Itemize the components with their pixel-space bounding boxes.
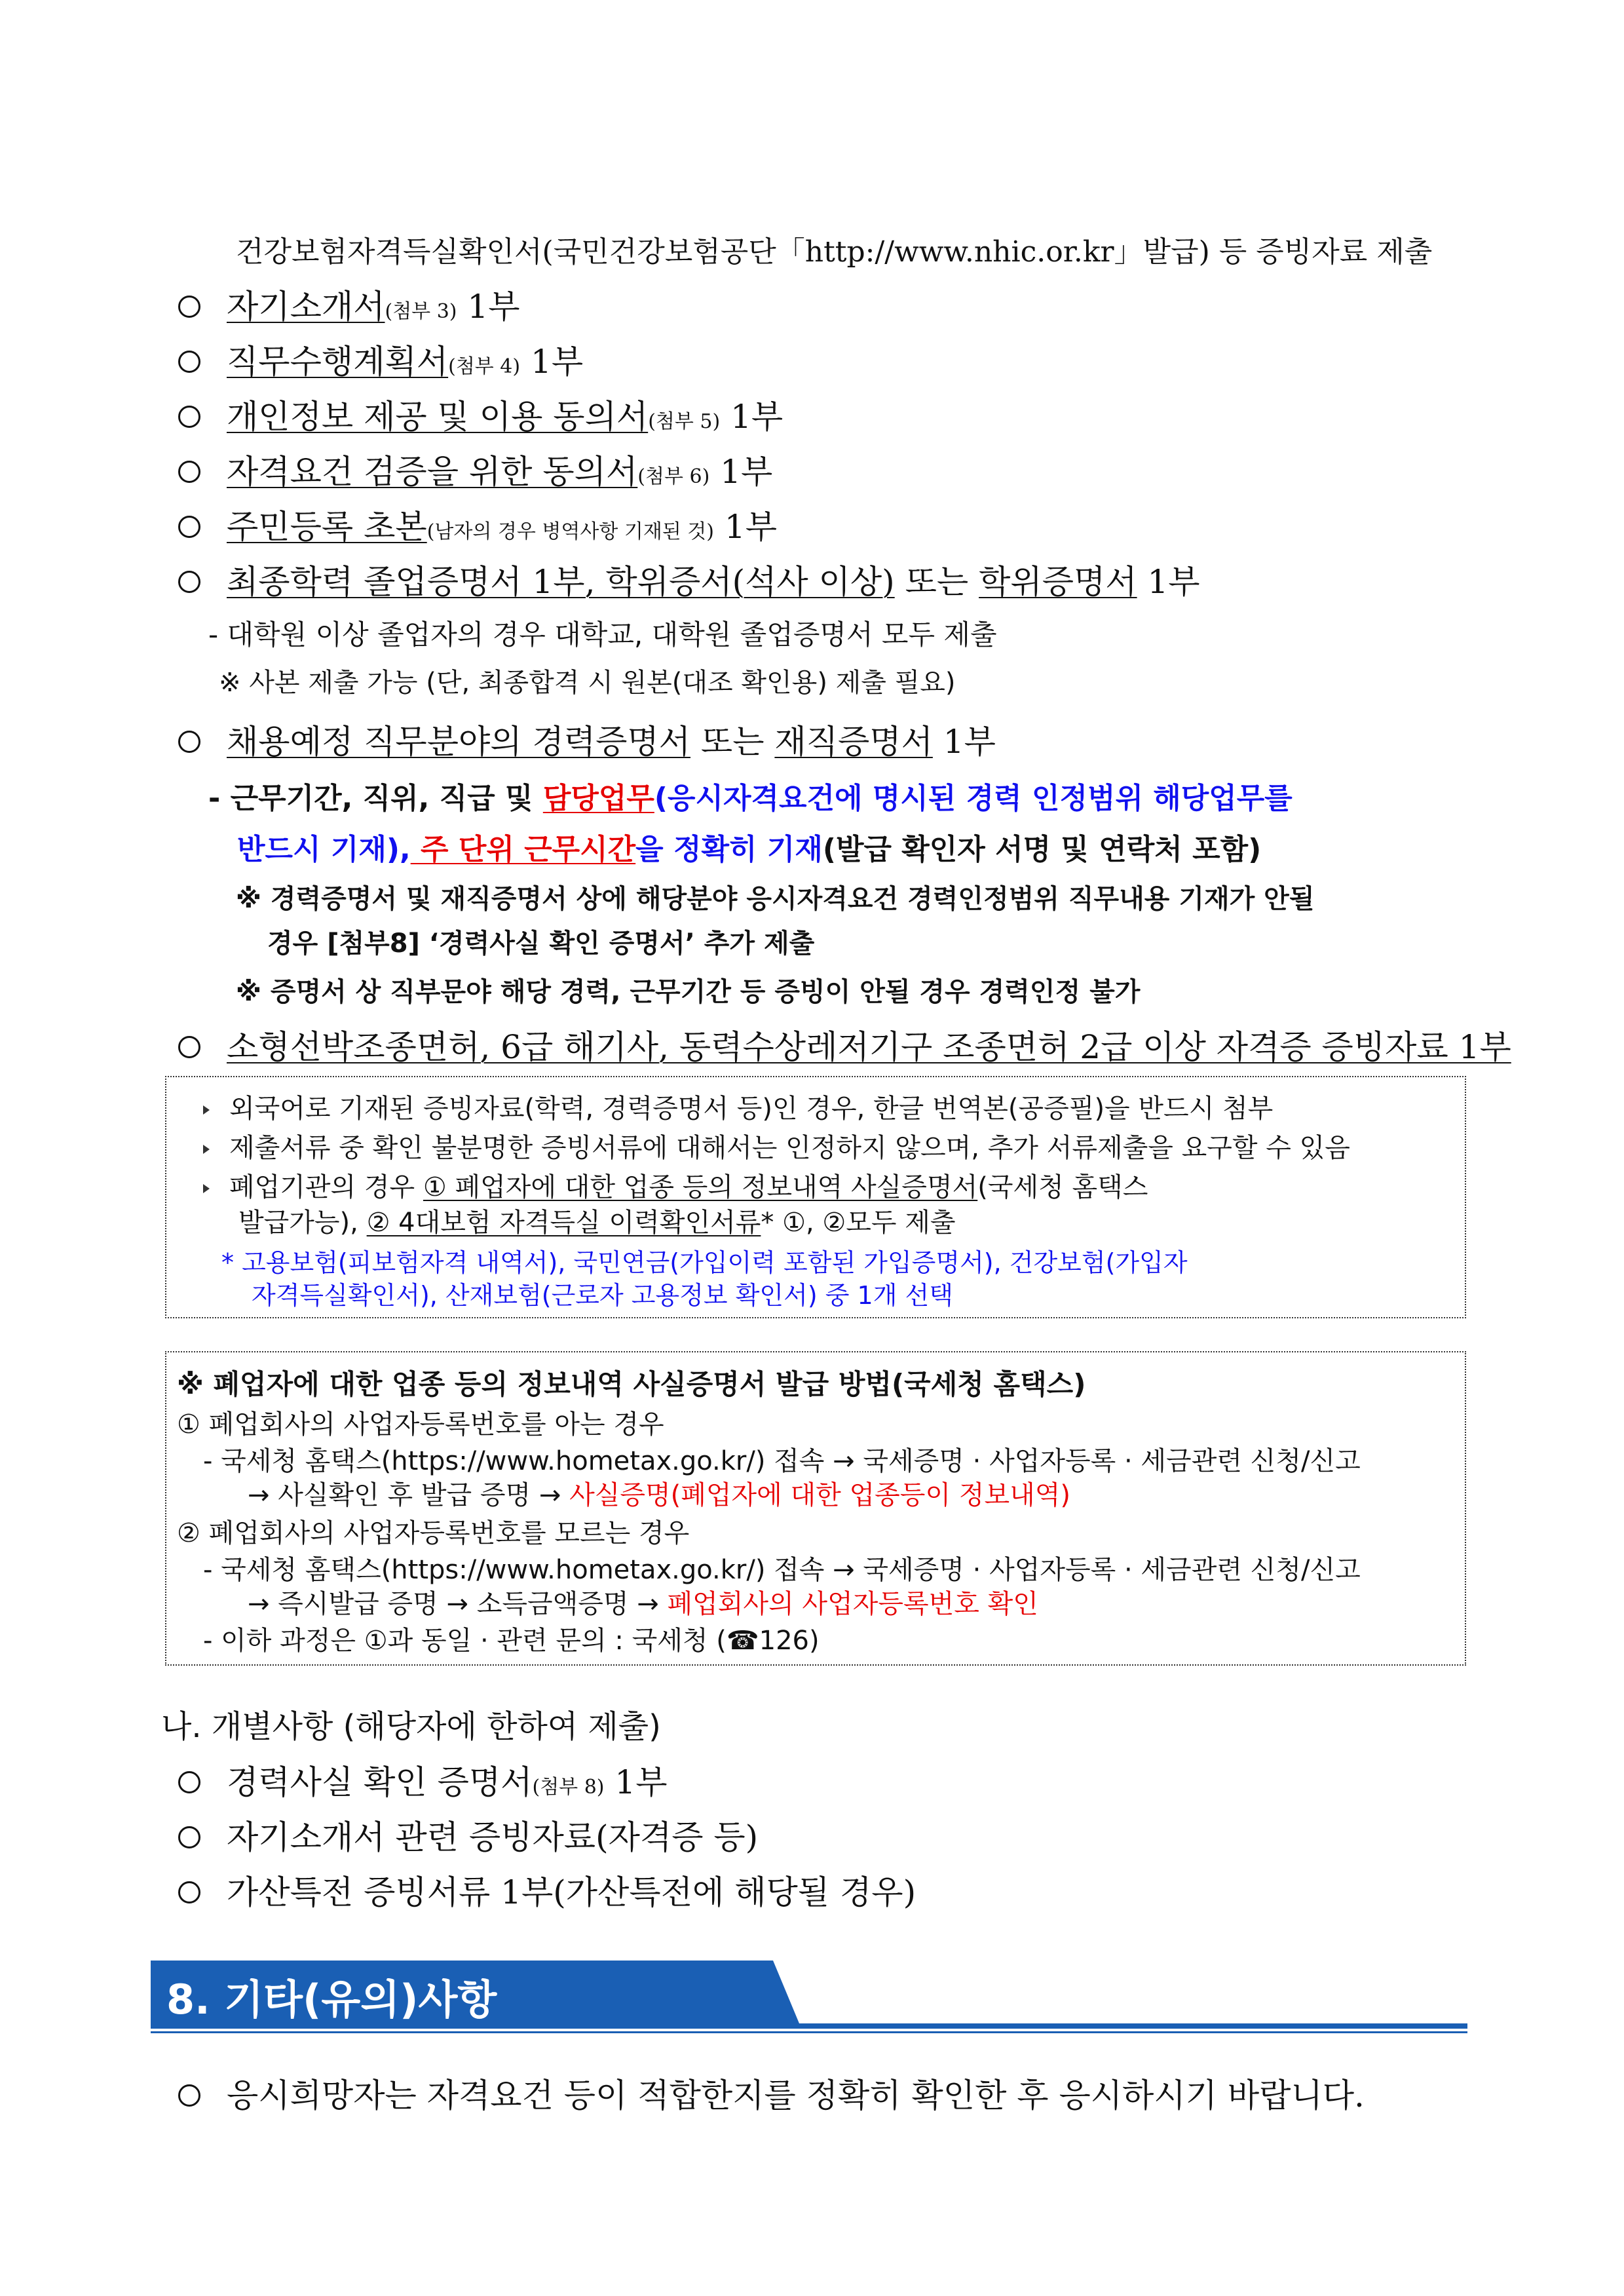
item-main: 가산특전 증빙서류 1부(가산특전에 해당될 경우) [227,1873,916,1911]
degree-copy-note: ※ 사본 제출 가능 (단, 최종합격 시 원본(대조 확인용) 제출 필요) [219,668,956,698]
section-header-rule-thin [151,2031,1467,2033]
closed-issue-text: 발급가능), [238,1208,367,1238]
triangle-bullet-icon [203,1105,210,1115]
circle-bullet-icon [178,351,200,373]
list-item-license [178,1021,1511,1068]
degree-proof-text: 학위증명서 [979,563,1137,601]
career-or-text: 또는 [690,723,775,761]
degree-count-text: 1부 [1137,563,1200,601]
method-case-1-step-1: - 국세청 홈택스(https://www.hometax.go.kr/) 접속 → 국세증명 · 사업자등록 · 세금관련 신청/신고 [203,1446,1361,1476]
item-note: (첨부 8) [532,1776,605,1799]
item-main: 개인정보 제공 및 이용 동의서 [227,398,649,436]
individual-heading: 나. 개별사항 (해당자에 한하여 제출) [161,1708,661,1745]
degree-sub-line: - 대학원 이상 졸업자의 경우 대학교, 대학원 졸업증명서 모두 제출 [208,619,997,651]
method-case-2-step-2 [248,1583,1038,1620]
notice-line-unclear [203,1127,1350,1164]
method-title: ※ 폐업자에 대한 업종 등의 정보내역 사실증명서 발급 방법(국세청 홈택스) [177,1368,1086,1400]
section-8-item [178,2069,1365,2116]
step-text: → 즉시발급 증명 → 소득금액증명 → [248,1589,668,1619]
notice-text: 외국어로 기재된 증빙자료(학력, 경력증명서 등)인 경우, 한글 번역본(공증필)을 반드시 첨부 [229,1094,1274,1124]
notice-box [165,1076,1466,1318]
section-header-rule [151,2023,1467,2029]
item-note: (첨부 3) [385,300,457,323]
fact-certificate-highlight: 사실증명(폐업자에 대한 업종등이 정보내역) [569,1480,1070,1510]
method-case-1: ① 폐업회사의 사업자등록번호를 아는 경우 [177,1409,664,1440]
closed-doc-1: ① 폐업자에 대한 업종 등의 정보내역 사실증명서 [423,1172,978,1202]
notice-line-foreign [203,1088,1273,1125]
notice-line-closed [203,1166,1148,1204]
item-note: (첨부 5) [648,410,721,433]
issuer-signature-text: (발급 확인자 서명 및 연락처 포함) [822,833,1262,866]
step-text: → 사실확인 후 발급 증명 → [248,1480,570,1510]
item-tail: 1부 [709,453,773,491]
duties-requirement-text: (응시자격요건에 명시된 경력 인정범위 해당업무를 [654,782,1293,815]
must-state-text: 반드시 기재), [237,833,411,866]
career-certificate-text: 채용예정 직무분야의 경력증명서 [227,723,690,761]
item-main: 경력사실 확인 증명서 [227,1763,533,1801]
business-number-highlight: 폐업회사의 사업자등록번호 확인 [667,1589,1038,1619]
circle-bullet-icon [178,1771,200,1793]
item-tail: 1부 [604,1763,668,1801]
career-detail-text: - 근무기간, 직위, 직급 및 [208,782,543,815]
insurance-note-b: 자격득실확인서), 산재보험(근로자 고용정보 확인서) 중 1개 선택 [252,1281,953,1310]
circle-bullet-icon [178,731,200,753]
license-text: 소형선박조종면허, 6급 해기사, 동력수상레저기구 조종면허 2급 이상 자격증 증빙자료 1부 [227,1028,1511,1066]
notice-text: 제출서류 중 확인 불분명한 증빙서류에 대해서는 인정하지 않으며, 추가 서류제출을 요구할 수 있음 [229,1133,1350,1163]
method-case-2-step-3: - 이하 과정은 ①과 동일 · 관련 문의 : 국세청 (☎126) [203,1626,820,1656]
item-tail: 1부 [457,288,520,326]
closed-text: 폐업기관의 경우 [229,1172,423,1202]
item-note: (첨부 4) [448,355,521,378]
duties-highlight: 담당업무 [542,782,654,815]
circle-bullet-icon [178,2084,200,2107]
item-tail: 1부 [520,343,584,381]
triangle-bullet-icon [203,1184,210,1193]
list-item-self-intro [178,280,520,328]
circle-bullet-icon [178,406,200,428]
item-note: (첨부 6) [637,465,710,488]
section-8-header [151,1961,1467,2023]
item-main: 자격요건 검증을 위한 동의서 [227,453,638,491]
list-item-job-plan [178,335,583,383]
career-note-1b: 경우 [첨부8] ‘경력사실 확인 증명서’ 추가 제출 [267,928,815,959]
circle-bullet-icon [178,1036,200,1058]
section-8-title: 8. 기타(유의)사항 [166,1976,497,2023]
degree-certificate-text: 최종학력 졸업증명서 1부, 학위증서(석사 이상) [227,563,895,601]
item-main: 주민등록 초본 [227,508,427,546]
career-count-text: 1부 [932,723,996,761]
circle-bullet-icon [178,296,200,318]
circle-bullet-icon [178,1826,200,1848]
weekly-hours-highlight: 주 단위 근무시간 [410,833,636,866]
method-case-2-step-1: - 국세청 홈택스(https://www.hometax.go.kr/) 접속 → 국세증명 · 사업자등록 · 세금관련 신청/신고 [203,1555,1361,1585]
list-item-qualification-consent [178,446,772,493]
career-note-1a: ※ 경력증명서 및 재직증명서 상에 해당분야 응시자격요건 경력인정범위 직무내용 기재가 안될 [236,884,1315,914]
method-case-2: ② 폐업회사의 사업자등록번호를 모르는 경우 [177,1518,690,1548]
closed-hometax-text: (국세청 홈택스 [977,1172,1148,1202]
individual-item-career-proof [178,1756,668,1803]
method-case-1-step-2 [248,1474,1070,1512]
item-note: (남자의 경우 병역사항 기재된 것) [426,520,714,543]
exact-state-text: 을 정확히 기재 [635,833,823,866]
career-note-2: ※ 증명서 상 직부문야 해당 경력, 근무기간 등 증빙이 안될 경우 경력인정 불가 [236,977,1141,1007]
individual-item-bonus-proof [178,1866,916,1913]
closed-doc-2: ② 4대보험 자격득실 이력확인서류 [366,1208,761,1238]
closed-both-text: * ①, ②모두 제출 [761,1208,956,1238]
employment-certificate-text: 재직증명서 [774,723,933,761]
list-item-degree [178,556,1200,603]
circle-bullet-icon [178,461,200,483]
individual-item-intro-proof [178,1811,758,1858]
item-main: 자기소개서 관련 증빙자료(자격증 등) [227,1818,759,1856]
triangle-bullet-icon [203,1145,210,1154]
career-detail-line-1 [208,775,1293,816]
list-item-career [178,716,996,763]
circle-bullet-icon [178,516,200,538]
item-main: 직무수행계획서 [227,343,449,381]
career-detail-line-2 [237,826,1261,868]
section-8-item-text: 응시희망자는 자격요건 등이 적합한지를 정확히 확인한 후 응시하시기 바랍니다. [227,2076,1365,2114]
insurance-note-a: * 고용보험(피보험자격 내역서), 국민연금(가입이력 포함된 가입증명서), 건강보험(가입자 [221,1248,1188,1277]
circle-bullet-icon [178,571,200,593]
item-tail: 1부 [720,398,784,436]
intro-line: 건강보험자격득실확인서(국민건강보험공단「http://www.nhic.or.kr」발급) 등 증빙자료 제출 [236,235,1433,269]
list-item-privacy-consent [178,391,783,438]
degree-or-text: 또는 [894,563,979,601]
item-tail: 1부 [714,508,778,546]
list-item-resident-registration [178,501,777,548]
notice-line-closed-2 [238,1202,956,1239]
item-main: 자기소개서 [227,288,385,326]
circle-bullet-icon [178,1881,200,1904]
method-box [165,1351,1466,1666]
